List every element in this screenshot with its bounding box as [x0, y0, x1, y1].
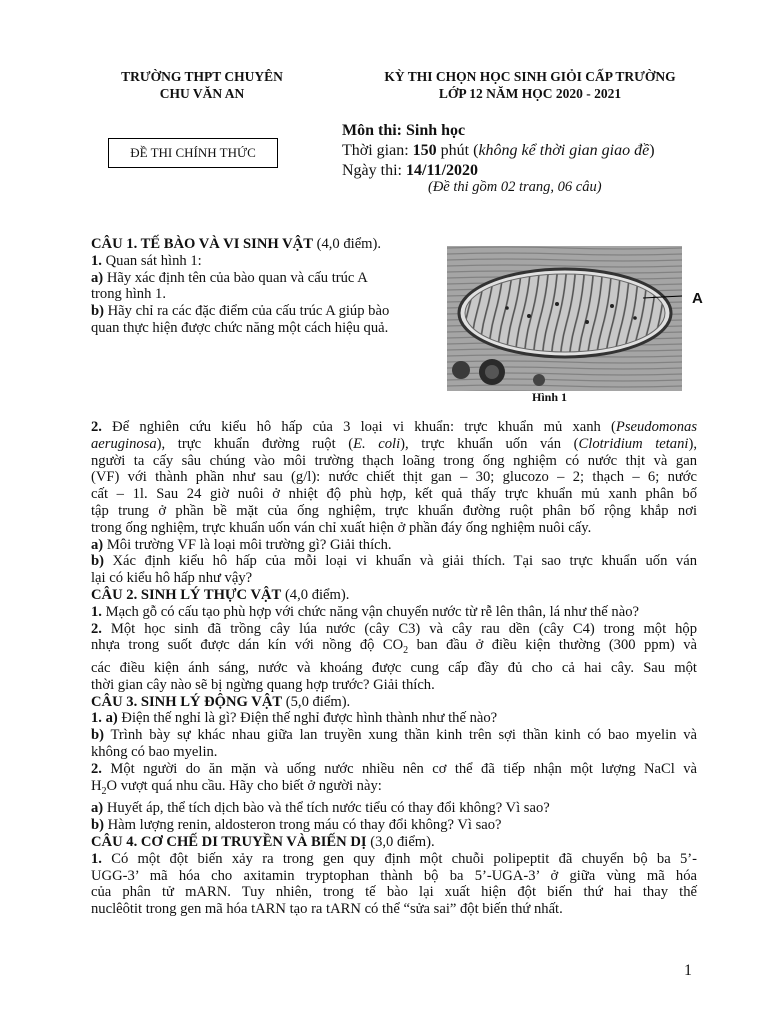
q1-part2-line7: trong ống nghiệm, trực khuẩn uốn ván chỉ xuất hiện ở phần đáy ống nghiệm nuôi cấy. — [91, 519, 592, 536]
question-1-part2 — [91, 419, 697, 918]
school-name — [92, 68, 312, 102]
q2-part2-line4: thời gian cây nào sẽ bị ngừng quang hợp trước? Giải thích. — [91, 676, 435, 693]
question-3-title: CÂU 3. SINH LÝ ĐỘNG VẬT (5,0 điểm). — [91, 693, 351, 710]
q1-part1-b: b) Hãy chỉ ra các đặc điểm của cấu trúc A giúp bào — [91, 303, 390, 320]
school-line-1: TRƯỜNG THPT CHUYÊN — [121, 69, 283, 84]
exam-line-2: LỚP 12 NĂM HỌC 2020 - 2021 — [438, 86, 622, 101]
q3-part1-b-cont: không có bao myelin. — [91, 744, 218, 761]
q2-part2-line1: 2. Một học sinh đã trồng cây lúa nước (cây C3) và cây rau dền (cây C4) trong một hộp — [91, 620, 697, 637]
exam-title — [350, 68, 710, 102]
time-line: Thời gian: 150 phút (không kể thời gian giao đề) — [342, 142, 655, 159]
question-4-title: CÂU 4. CƠ CHẾ DI TRUYỀN VÀ BIẾN DỊ (3,0 điểm). — [91, 833, 435, 850]
q3-part2-b: b) Hàm lượng renin, aldosteron trong máu có thay đổi không? Vì sao? — [91, 817, 502, 834]
question-2-title: CÂU 2. SINH LÝ THỰC VẬT (4,0 điểm). — [91, 586, 350, 603]
q2-part2-line2: nhựa trong suốt được dán kín với nồng độ $CO_2$ ban đầu ở điều kiện thường (300 ppm) và — [91, 637, 697, 657]
q1-part1-b-cont: quan thực hiện được chức năng một cách hiệu quả. — [91, 319, 389, 336]
q4-part1-line2: UGG-3’ mã hóa cho axitamin tryptophan thành bộ ba 5’-UGA-3’ ở giữa vùng mã hóa — [91, 867, 697, 884]
pages-note: (Đề thi gồm 02 trang, 06 câu) — [428, 179, 602, 195]
question-1-intro — [91, 236, 441, 337]
q1-part2-line3: người ta cấy sâu chúng vào môi trường thạch loãng trong ống nghiệm có nước thịt và gan — [91, 452, 697, 469]
exam-line-1: KỲ THI CHỌN HỌC SINH GIỎI CẤP TRƯỜNG — [384, 69, 676, 84]
q1-part2-b-cont: lại có kiểu hô hấp như vậy? — [91, 570, 253, 587]
q3-part1-a: 1. a) Điện thế nghỉ là gì? Điện thế nghỉ được hình thành như thế nào? — [91, 710, 498, 727]
q1-part1-a: a) Hãy xác định tên của bào quan và cấu trúc A — [91, 269, 368, 286]
q1-part1-a-cont: trong hình 1. — [91, 286, 166, 303]
q3-part2-line1: 2. Một người do ăn mặn và uống nước nhiều nên cơ thể đã tiếp nhận một lượng NaCl và — [91, 760, 697, 777]
q4-part1-line3: của phân tử mARN. Tuy nhiên, trong tế bào lại xuất hiện đột biến thứ hai thay thế — [91, 884, 697, 901]
school-line-2: CHU VĂN AN — [159, 86, 245, 101]
q3-part2-line2: $H_2O$ vượt quá nhu cầu. Hãy cho biết ở người này: — [91, 777, 382, 797]
q1-part2-line1: 2. Để nghiên cứu kiểu hô hấp của 3 loại vi khuẩn: trực khuẩn mủ xanh (Pseudomonas — [91, 419, 697, 435]
q2-part1: 1. Mạch gỗ có cấu tạo phù hợp với chức năng vận chuyển nước từ rễ lên thân, lá như thế nào? — [91, 603, 639, 620]
mitochondrion-micrograph — [447, 246, 682, 391]
q1-part2-line2: aeruginosa), trực khuẩn đường ruột (E. coli), trực khuẩn uốn ván (Clotridium tetani), — [91, 435, 697, 452]
exam-info — [342, 121, 655, 181]
q1-part2-a: a) Môi trường VF là loại môi trường gì? Giải thích. — [91, 536, 392, 553]
q1-part2-line5: cất – 1l. Sau 24 giờ nuôi ở nhiệt độ phù hợp, kết quả thấy trực khuẩn mủ xanh phân bố — [91, 486, 697, 503]
page-number: 1 — [684, 962, 692, 979]
q1-part2-b: b) Xác định kiểu hô hấp của mỗi loại vi khuẩn và giải thích. Tại sao trực khuẩn uốn ván — [91, 553, 697, 570]
q4-part1-line1: 1. Có một đột biến xảy ra trong gen quy định một chuỗi polipeptit đã chuyển bộ ba 5’- — [91, 850, 697, 867]
date-line: Ngày thi: 14/11/2020 — [342, 162, 479, 179]
q3-part1-b: b) Trình bày sự khác nhau giữa lan truyền xung thần kinh trên sợi thần kinh có bao myelin và — [91, 727, 697, 744]
subject-line: Môn thi: Sinh học — [342, 122, 466, 139]
figure-label-A: A — [692, 290, 703, 307]
q1-part1: 1. Quan sát hình 1: — [91, 252, 202, 269]
q3-part2-a: a) Huyết áp, thể tích dịch bào và thể tích nước tiểu có thay đổi không? Vì sao? — [91, 800, 550, 817]
question-1-title: CÂU 1. TẾ BÀO VÀ VI SINH VẬT (4,0 điểm). — [91, 236, 382, 252]
q1-part2-line4: (VF) với thành phần như sau (g/l): nước chiết thịt gan – 30; glucozo – 2; thạch – 6; nước — [91, 469, 697, 486]
q4-part1-line4: nuclêôtit trong gen mã hóa tARN tạo ra tARN có thể “sửa sai” đột biến thứ nhất. — [91, 901, 563, 918]
figure-caption: Hình 1 — [532, 390, 568, 404]
q1-part2-line6: tập trung ở phần bề mặt của ống nghiệm, trực khuẩn đường ruột phân bố rộng khắp nơi — [91, 502, 697, 519]
official-exam-box: ĐỀ THI CHÍNH THỨC — [108, 138, 278, 168]
q2-part2-line3: các điều kiện ánh sáng, nước và khoáng được cung cấp đầy đủ cho cả hai cây. Sau một — [91, 660, 697, 677]
